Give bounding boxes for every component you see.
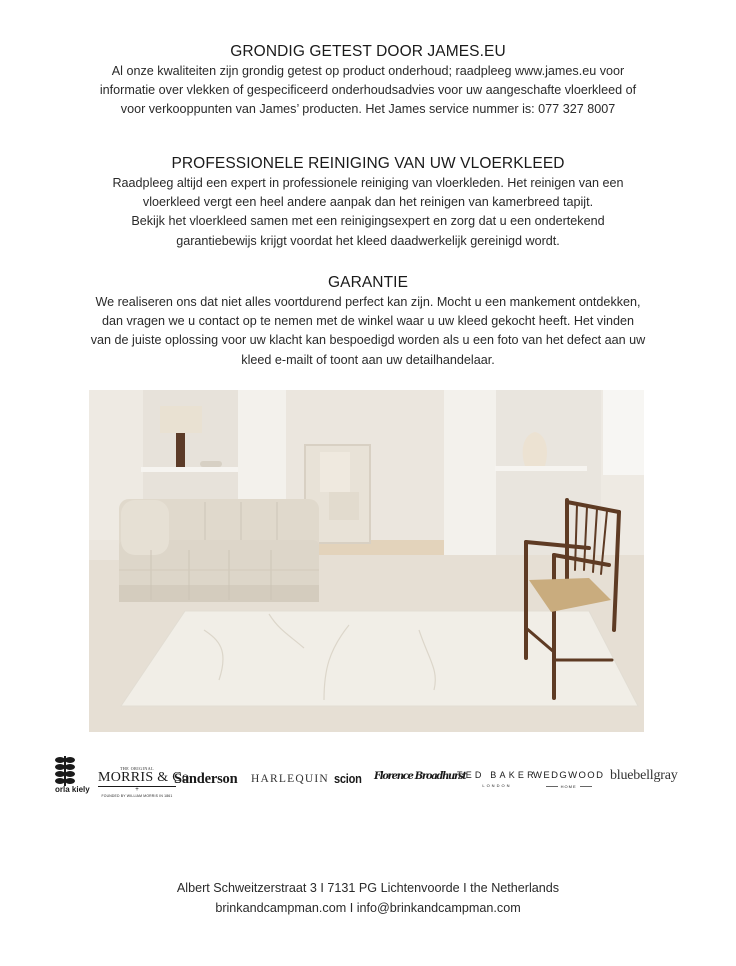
orla-kiely-stem-icon [54,756,76,786]
footer-contact[interactable]: brinkandcampman.com I info@brinkandcampman.com [215,901,521,915]
pillar [444,390,496,565]
section-tested-by-james [40,42,696,120]
section-line: Al onze kwaliteiten zijn grondig getest op product onderhoud; raadpleeg www.james.eu voor [111,64,625,78]
brand-ted-baker [457,770,537,788]
brand-name: WEDGWOOD [533,770,605,781]
brand-scion: scion [334,771,362,786]
section-line: dan vragen we u contact op te nemen met de winkel waar u uw kleed gekocht heeft. Het vinden [101,314,635,329]
window [603,390,644,475]
lamp-base [176,433,185,467]
footer [0,878,736,918]
section-heading: GRONDIG GETEST DOOR JAMES.EU [230,43,506,60]
section-line: van de juiste oplossing voor uw klacht kan bespoedigd worden als u een foto van het defect aan uw [90,333,646,348]
section-line: kleed e-mailt of toont aan uw detailhandelaar. [241,352,495,367]
section-line: voor verkooppunten van James’ producten. Het James service nummer is: 077 327 8007 [120,102,616,117]
sofa [119,499,319,602]
lamp-shade [160,406,202,433]
brand-florence-broadhurst: Florence Broadhurst [374,771,466,782]
brand-sub-text: HOME [560,784,577,789]
left-shelf [141,467,238,472]
section-line: We realiseren ons dat niet alles voortdurend perfect kan zijn. Mocht u een mankement ontdekken, [95,295,641,309]
brand-sub: LONDON [482,783,512,788]
footer-address: Albert Schweitzerstraat 3 I 7131 PG Lichtenvoorde I the Netherlands [176,881,560,895]
cross-icon: + [135,787,139,793]
section-warranty [40,273,696,370]
section-line: informatie over vlekken of gespecificeerd onderhoudsadvies voor uw aangeschafte vloerkleed of [99,83,637,98]
brand-morris-co [98,766,190,798]
brand-name: orla kiely [55,785,90,794]
brand-sub [533,784,604,789]
section-line: garantiebewijs krijgt voordat het kleed daadwerkelijk gereinigd wordt. [176,233,560,248]
brand-top-line: THE ORIGINAL [119,766,155,771]
shelf-object [200,461,222,467]
brand-logos [54,756,694,812]
brand-name: TED BAKER [457,770,537,780]
section-line: vloerkleed vergt een heel andere aanpak dan het reinigen van kamerbreed tapijt. [142,195,594,210]
interior-photo [89,390,644,732]
brand-wedgwood [533,770,604,789]
brand-harlequin: HARLEQUIN [251,773,329,785]
brand-orla-kiely [54,756,90,812]
brand-tagline: FOUNDED BY WILLIAM MORRIS IN 1861 [101,794,173,798]
section-line: Bekijk het vloerkleed samen met een reinigingsexpert en zorg dat u een ondertekend [131,214,605,229]
brand-name: MORRIS & Co [98,770,190,785]
brand-bluebellgray: bluebellgray [610,768,678,783]
section-line: Raadpleeg altijd een expert in professionele reiniging van vloerkleden. Het reinigen van een [112,176,624,190]
section-heading: PROFESSIONELE REINIGING VAN UW VLOERKLEED [171,155,565,172]
section-heading: GARANTIE [327,274,409,291]
section-professional-cleaning [40,154,696,251]
brand-sanderson: Sanderson [174,771,238,787]
right-shelf [495,466,587,471]
